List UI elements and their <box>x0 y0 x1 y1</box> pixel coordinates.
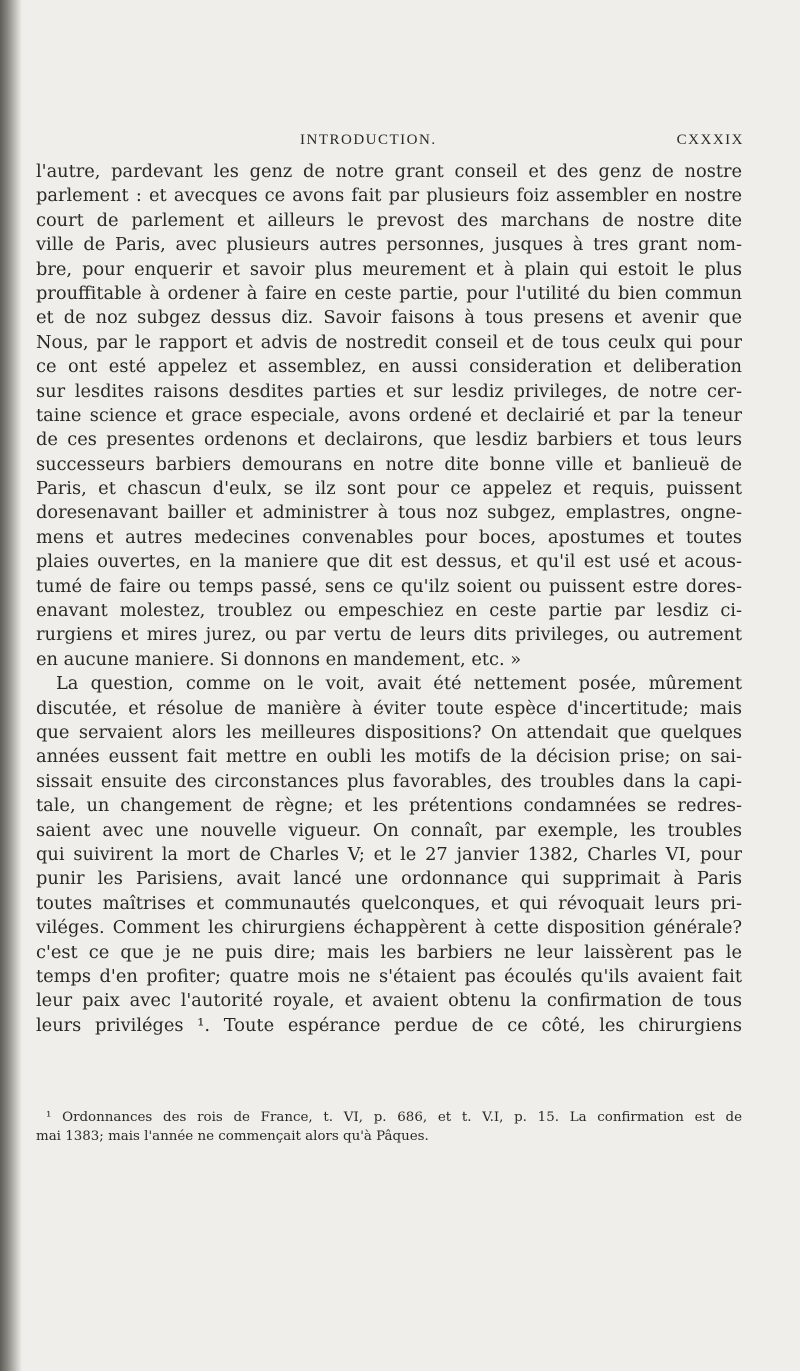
text-line: tale, un changement de règne; et les prétentions condamnées se redres- <box>36 795 742 817</box>
text-line: temps d'en profiter; quatre mois ne s'étaient pas écoulés qu'ils avaient fait <box>36 965 742 987</box>
text-line: leur paix avec l'autorité royale, et avaient obtenu la confirmation de tous <box>36 990 742 1012</box>
text-line: sissait ensuite des circonstances plus favorables, des troubles dans la capi- <box>36 770 742 792</box>
running-head <box>300 132 744 154</box>
text-line: l'autre, pardevant les genz de notre grant conseil et des genz de nostre <box>36 161 742 182</box>
page-number: CXXXIX <box>676 132 744 148</box>
text-line: court de parlement et ailleurs le prevost des marchans de nostre dite <box>36 209 742 231</box>
text-line: punir les Parisiens, avait lancé une ordonnance qui supprimait à Paris <box>36 868 742 890</box>
running-title: INTRODUCTION. <box>300 132 437 148</box>
text-line: rurgiens et mires jurez, ou par vertu de leurs dits privileges, ou autrement <box>36 624 742 646</box>
text-line: bre, pour enquerir et savoir plus meurement et à plain qui estoit le plus <box>36 258 742 280</box>
text-line: enavant molestez, troublez ou empeschiez en ceste partie par lesdiz ci- <box>36 600 742 622</box>
text-line: ville de Paris, avec plusieurs autres personnes, jusques à tres grant nom- <box>36 234 742 256</box>
text-line: plaies ouvertes, en la maniere que dit est dessus, et qu'il est usé et acous- <box>36 551 742 573</box>
text-line: que servaient alors les meilleures dispositions? On attendait que quelques <box>36 721 742 743</box>
text-line: tumé de faire ou temps passé, sens ce qu'ilz soient ou puissent estre dores- <box>36 575 742 597</box>
body-text <box>36 160 742 1038</box>
text-line: taine science et grace especiale, avons ordené et declairié et par la teneur <box>36 404 742 426</box>
text-line: discutée, et résolue de manière à éviter toute espèce d'incertitude; mais <box>36 697 742 719</box>
text-line: qui suivirent la mort de Charles V; et le 27 janvier 1382, Charles VI, pour <box>36 843 742 865</box>
text-line: et de noz subgez dessus diz. Savoir faisons à tous presens et avenir que <box>36 307 742 329</box>
text-line: Paris, et chascun d'eulx, se ilz sont pour ce appelez et requis, puissent <box>36 478 742 500</box>
footnote-line: mai 1383; mais l'année ne commençait alors qu'à Pâques. <box>36 1129 429 1144</box>
text-line: de ces presentes ordenons et declairons, que lesdiz barbiers et tous leurs <box>36 429 742 451</box>
text-line: viléges. Comment les chirurgiens échappèrent à cette disposition générale? <box>36 917 742 939</box>
text-line: prouffitable à ordener à faire en ceste partie, pour l'utilité du bien commun <box>36 282 742 304</box>
text-line: Nous, par le rapport et advis de nostredit conseil et de tous ceulx qui pour <box>36 331 742 353</box>
text-line: en aucune maniere. Si donnons en mandement, etc. » <box>36 648 522 670</box>
text-line: c'est ce que je ne puis dire; mais les barbiers ne leur laissèrent pas le <box>36 941 742 963</box>
text-line: doresenavant bailler et administrer à tous noz subgez, emplastres, ongne- <box>36 502 742 524</box>
text-line: parlement : et avecques ce avons fait par plusieurs foiz assembler en nostre <box>36 185 742 207</box>
text-line: saient avec une nouvelle vigueur. On connaît, par exemple, les troubles <box>36 819 742 841</box>
text-line: années eussent fait mettre en oubli les motifs de la décision prise; on sai- <box>36 746 742 768</box>
footnotes <box>36 1108 742 1146</box>
footnote-line: ¹ Ordonnances des rois de France, t. VI, p. 686, et t. V.I, p. 15. La confirmation est de <box>46 1110 742 1125</box>
text-line: ce ont esté appelez et assemblez, en aussi consideration et deliberation <box>36 356 742 378</box>
text-line: La question, comme on le voit, avait été nettement posée, mûrement <box>56 673 742 695</box>
text-line: toutes maîtrises et communautés quelconques, et qui révoquait leurs pri- <box>36 892 742 914</box>
text-line: successeurs barbiers demourans en notre dite bonne ville et banlieuë de <box>36 453 742 475</box>
text-line: leurs priviléges ¹. Toute espérance perdue de ce côté, les chirurgiens <box>36 1014 742 1036</box>
text-line: mens et autres medecines convenables pour boces, apostumes et toutes <box>36 526 742 548</box>
text-line: sur lesdites raisons desdites parties et sur lesdiz privileges, de notre cer- <box>36 380 742 402</box>
